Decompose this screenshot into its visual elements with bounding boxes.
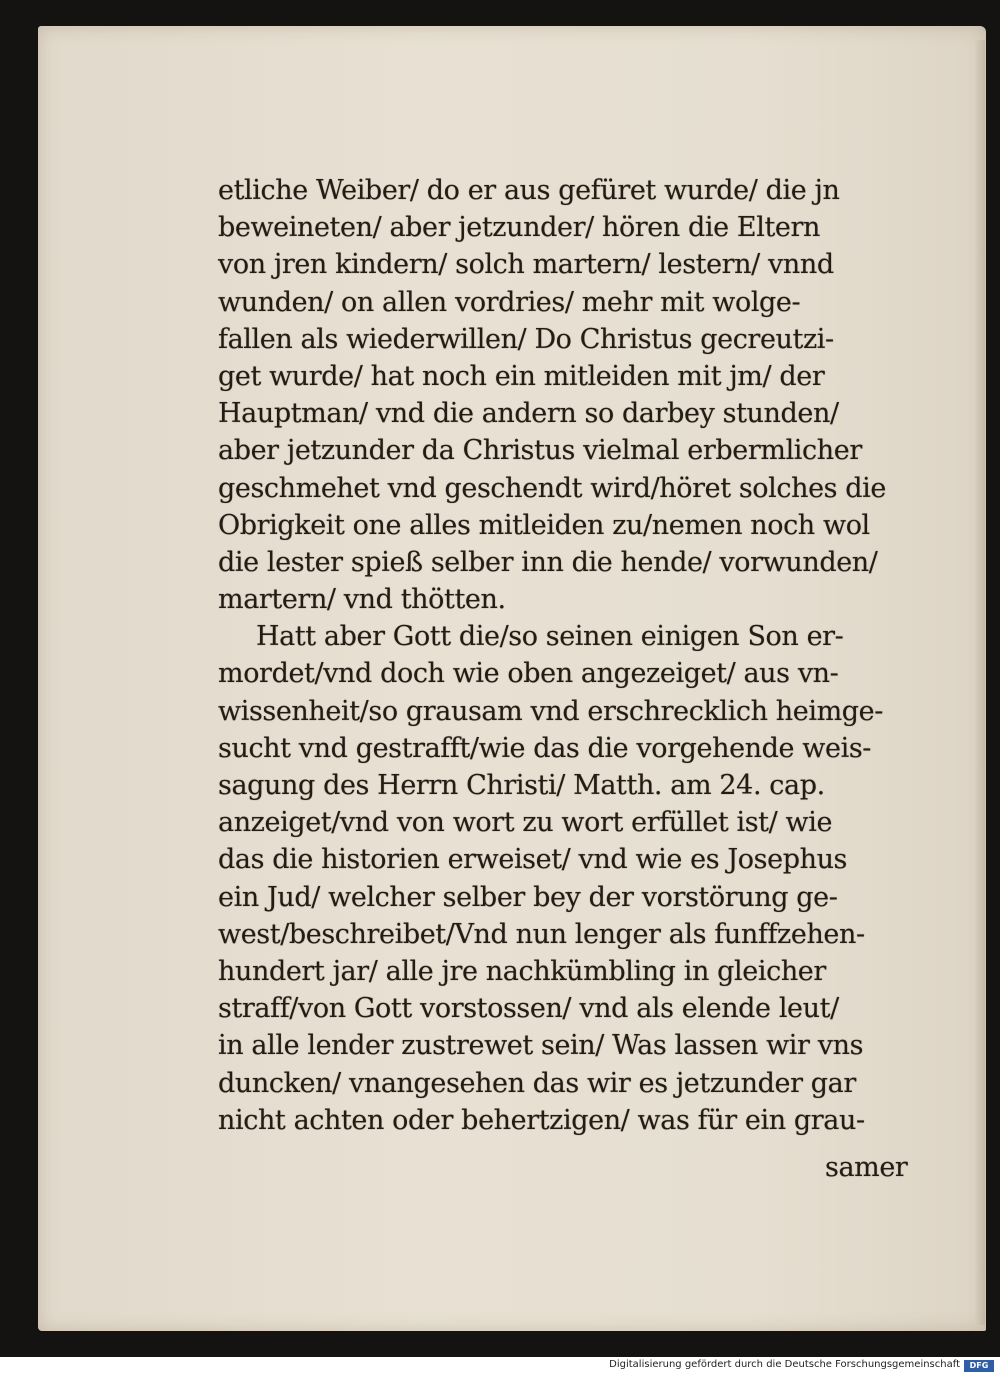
text-line: straff/von Gott vorstossen/ vnd als elende leut/: [218, 993, 839, 1025]
text-line: Hauptman/ vnd die andern so darbey stunden/: [218, 398, 839, 430]
text-line: mordet/vnd doch wie oben angezeiget/ aus vn-: [218, 658, 839, 690]
text-line: in alle lender zustrewet sein/ Was lassen wir vns: [218, 1030, 864, 1062]
funding-notice: Digitalisierung gefördert durch die Deutsche Forschungsgemeinschaft: [609, 1359, 960, 1370]
footer-bar: [0, 1357, 1000, 1376]
dfg-logo: DFG: [964, 1360, 994, 1372]
text-line: martern/ vnd thötten.: [218, 584, 506, 616]
text-line: hundert jar/ alle jre nachkümbling in gleicher: [218, 955, 826, 987]
text-line: ein Jud/ welcher selber bey der vorstörung ge-: [218, 881, 838, 913]
text-line: wunden/ on allen vordries/ mehr mit wolge-: [218, 286, 801, 318]
text-line: west/beschreibet/Vnd nun lenger als funffzehen-: [218, 918, 865, 950]
text-line: von jren kindern/ solch martern/ lestern/ vnnd: [218, 249, 834, 281]
text-line: das die historien erweiset/ vnd wie es Josephus: [218, 844, 848, 876]
text-line: aber jetzunder da Christus vielmal erbermlicher: [218, 435, 862, 467]
text-line: geschmehet vnd geschendt wird/höret solches die: [218, 472, 886, 504]
text-line: wissenheit/so grausam vnd erschrecklich heimge-: [218, 695, 883, 727]
page-edge: [975, 40, 985, 1325]
text-line: fallen als wiederwillen/ Do Christus gecreutzi-: [218, 323, 834, 355]
page-text: [218, 172, 918, 1139]
catchword: samer: [825, 1152, 908, 1183]
text-line: anzeiget/vnd von wort zu wort erfüllet ist/ wie: [218, 807, 833, 839]
paragraph-start-line: Hatt aber Gott die/so seinen einigen Son er-: [256, 621, 844, 653]
text-line: sagung des Herrn Christi/ Matth. am 24. cap.: [218, 770, 825, 801]
text-line: die lester spieß selber inn die hende/ vorwunden/: [218, 546, 878, 578]
text-line: sucht vnd gestrafft/wie das die vorgehende weis-: [218, 732, 871, 764]
text-line: etliche Weiber/ do er aus gefüret wurde/ die jn: [218, 175, 840, 206]
text-line: Obrigkeit one alles mitleiden zu/nemen noch wol: [218, 509, 870, 541]
text-line: nicht achten oder behertzigen/ was für ein grau-: [218, 1104, 865, 1136]
text-line: duncken/ vnangesehen das wir es jetzunder gar: [218, 1067, 856, 1099]
text-line: get wurde/ hat noch ein mitleiden mit jm/ der: [218, 360, 825, 392]
text-line: beweineten/ aber jetzunder/ hören die Eltern: [218, 212, 821, 244]
